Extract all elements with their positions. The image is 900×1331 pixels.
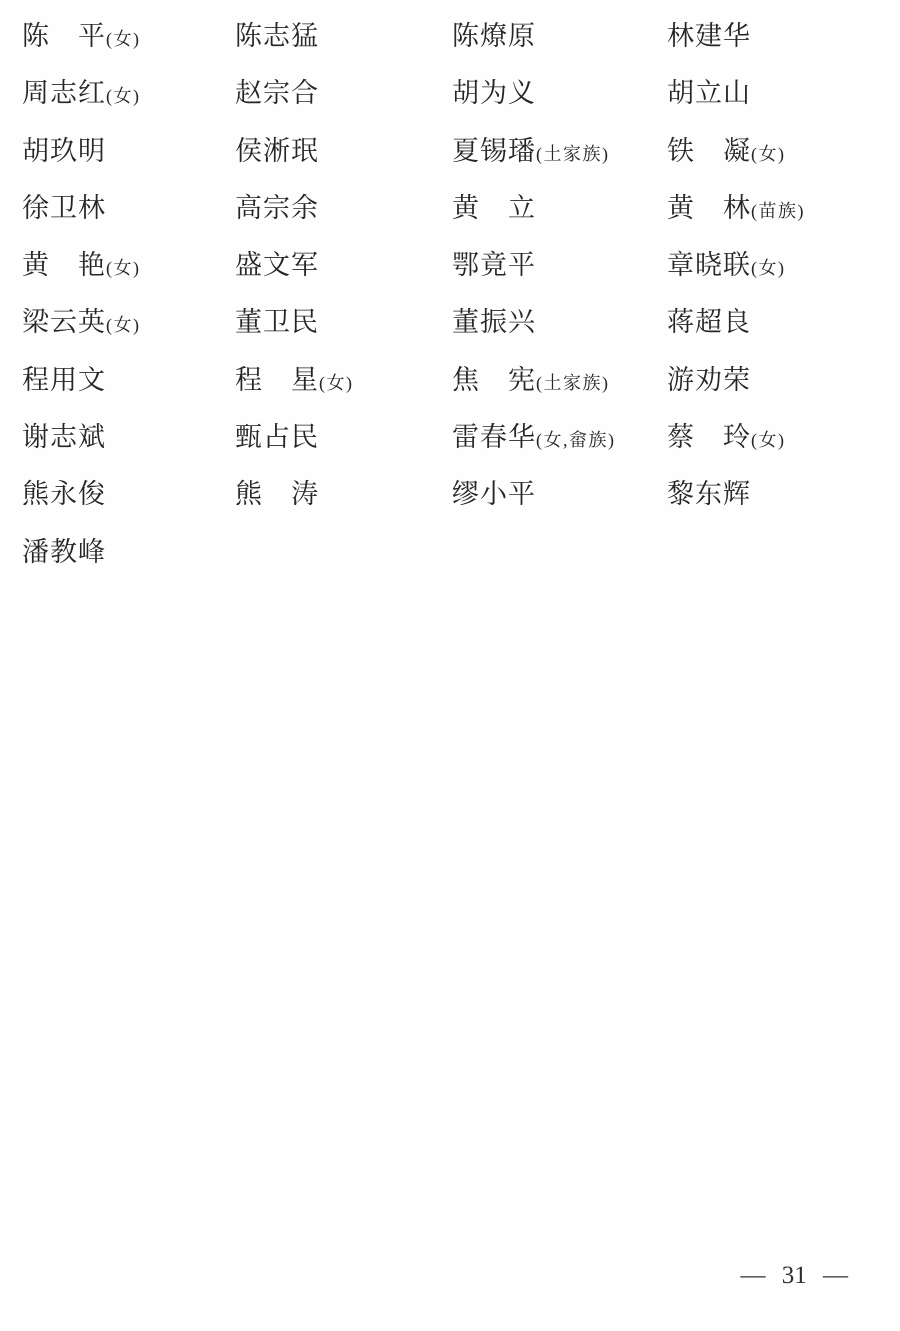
name-entry — [235, 237, 452, 294]
name-entry — [667, 180, 883, 237]
name-annotation: (女) — [106, 29, 141, 49]
page-number: — 31 — — [740, 1262, 848, 1289]
person-name: 焦 宪 — [452, 364, 536, 395]
name-annotation: (苗族) — [751, 200, 805, 221]
name-entry — [22, 524, 235, 581]
name-entry — [235, 65, 452, 122]
name-entry — [22, 409, 235, 466]
name-entry — [452, 237, 667, 294]
person-name: 侯淅珉 — [235, 135, 319, 166]
name-entry — [667, 8, 883, 65]
name-annotation: (女,畲族) — [536, 430, 616, 451]
person-name: 缪小平 — [452, 479, 536, 510]
name-entry — [452, 352, 667, 409]
name-annotation: (女) — [319, 372, 354, 393]
person-name: 周志红 — [22, 78, 106, 109]
name-entry — [452, 65, 667, 122]
name-entry — [22, 123, 235, 180]
person-name: 黄 林 — [667, 192, 751, 223]
name-entry — [667, 237, 883, 294]
name-entry — [452, 180, 667, 237]
person-name: 黎东辉 — [667, 479, 751, 510]
person-name: 陈燎原 — [452, 21, 536, 51]
person-name: 胡立山 — [667, 78, 751, 109]
name-entry — [667, 352, 883, 409]
person-name: 董振兴 — [452, 307, 536, 338]
name-entry — [667, 294, 883, 351]
name-entry — [22, 237, 235, 294]
name-annotation: (土家族) — [536, 372, 610, 393]
name-entry — [235, 466, 452, 523]
name-entry — [452, 294, 667, 351]
name-entry — [667, 409, 883, 466]
name-entry — [235, 180, 452, 237]
name-annotation: (女) — [751, 258, 786, 279]
name-entry — [452, 466, 667, 523]
person-name: 董卫民 — [235, 307, 319, 338]
person-name: 甄占民 — [235, 422, 319, 453]
name-entry — [235, 294, 452, 351]
name-annotation: (土家族) — [536, 143, 610, 164]
name-annotation: (女) — [751, 430, 786, 451]
person-name: 陈 平 — [22, 21, 106, 51]
name-entry — [667, 466, 883, 523]
person-name: 徐卫林 — [22, 192, 106, 223]
name-annotation: (女) — [106, 315, 141, 336]
person-name: 程 星 — [235, 364, 319, 395]
name-entry — [667, 123, 883, 180]
person-name: 章晓联 — [667, 250, 751, 281]
name-entry — [452, 8, 667, 65]
name-grid — [22, 8, 883, 581]
person-name: 赵宗合 — [235, 78, 319, 109]
name-entry — [235, 8, 452, 65]
name-entry — [235, 352, 452, 409]
person-name: 黄 艳 — [22, 250, 106, 281]
person-name: 潘教峰 — [22, 536, 106, 567]
person-name: 黄 立 — [452, 192, 536, 223]
person-name: 林建华 — [667, 21, 751, 51]
name-annotation: (女) — [106, 258, 141, 279]
name-entry — [235, 123, 452, 180]
person-name: 程用文 — [22, 364, 106, 395]
person-name: 陈志猛 — [235, 21, 319, 51]
person-name: 铁 凝 — [667, 135, 751, 166]
person-name: 熊 涛 — [235, 479, 319, 510]
person-name: 胡玖明 — [22, 135, 106, 166]
person-name: 雷春华 — [452, 422, 536, 453]
person-name: 盛文军 — [235, 250, 319, 281]
name-entry — [22, 294, 235, 351]
person-name: 鄂竟平 — [452, 250, 536, 281]
name-entry — [22, 8, 235, 65]
person-name: 蒋超良 — [667, 307, 751, 338]
name-entry — [452, 409, 667, 466]
name-entry — [22, 180, 235, 237]
person-name: 游劝荣 — [667, 364, 751, 395]
name-entry — [667, 65, 883, 122]
person-name: 高宗余 — [235, 192, 319, 223]
person-name: 夏锡璠 — [452, 135, 536, 166]
person-name: 蔡 玲 — [667, 422, 751, 453]
name-entry — [235, 409, 452, 466]
person-name: 谢志斌 — [22, 422, 106, 453]
name-annotation: (女) — [751, 143, 786, 164]
person-name: 梁云英 — [22, 307, 106, 338]
name-annotation: (女) — [106, 86, 141, 107]
name-entry — [22, 65, 235, 122]
name-entry — [452, 123, 667, 180]
person-name: 胡为义 — [452, 78, 536, 109]
name-entry — [22, 466, 235, 523]
name-entry — [22, 352, 235, 409]
person-name: 熊永俊 — [22, 479, 106, 510]
